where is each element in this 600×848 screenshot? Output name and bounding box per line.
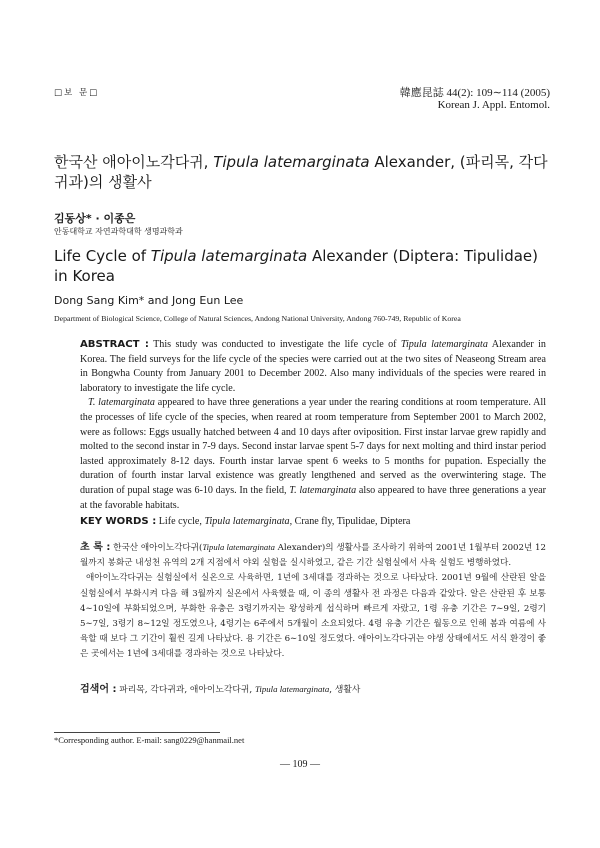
page-number: — 109 — (280, 759, 320, 770)
footnote: *Corresponding author. E-mail: sang0229@hanmail.net (54, 735, 245, 745)
affiliation-english: Department of Biological Science, College of Natural Sciences, Andong National University, Andong 760-749, Republic of Korea (54, 314, 461, 323)
keywords-label: KEY WORDS : (80, 516, 157, 527)
korean-keywords-text: , 생활사 (329, 685, 361, 695)
authors-korean: 김동상* · 이종은 (54, 212, 136, 225)
korean-abstract-text: Alexander)의 생활사를 조사하기 위하여 2001년 1월부터 2002년 12월까지 봉화군 내성천 유역의 2개 지점에서 야외 실험을 실시하였고, 같은 기간 실험실에서 사육 실험도 병행하였다. (80, 543, 546, 569)
abstract-label: ABSTRACT : (80, 339, 149, 350)
korean-abstract-paragraph-1 (80, 540, 546, 571)
abstract-species: T. latemarginata (88, 397, 155, 409)
abstract-paragraph-2 (80, 396, 546, 513)
section-label: □보 문□ (54, 88, 100, 98)
authors-english: Dong Sang Kim* and Jong Eun Lee (54, 294, 244, 307)
korean-keywords-text: 파리목, 각다귀과, 애아이노각다귀, (116, 685, 256, 695)
footnote-divider (54, 732, 220, 733)
abstract-species: Tipula latemarginata (400, 339, 488, 350)
keywords-text: Life cycle, (156, 516, 205, 527)
korean-keywords (80, 680, 546, 695)
title-korean (54, 152, 554, 192)
abstract (80, 338, 546, 513)
keywords-text: Crane fly, Tipulidae, Diptera (292, 516, 411, 527)
keywords-species: Tipula latemarginata, (204, 516, 293, 527)
korean-abstract-species: Tipula latemarginata (202, 542, 275, 552)
korean-abstract (80, 540, 546, 663)
title-english (54, 246, 554, 286)
abstract-text: This study was conducted to investigate the life cycle of (148, 339, 401, 350)
title-korean-species: Tipula latemarginata (213, 153, 370, 171)
abstract-text: Alexander in Korea. The field surveys for the life cycle of the species were carried out at the two sites of Neaseong Stream area in Bongwha County from January 2001 to December 2002. Also many individuals of the species were reared in laboratory to investigate the life cycle. (80, 339, 546, 394)
abstract-text: appeared to have three generations a year under the rearing conditions at room temperature. All the processes of life cycle of the species, when reared at room temperature from September 2001 to March 2002, were as follows: Eggs usually hatched between 4 and 10 days after oviposition. First instar larvae grew rapidly and molted to the second instar in 7-9 days. Second instar larvae spent 5-7 days for next molting and third instar period lasted approximately 8-12 days. Fourth instar larvae spent 6 weeks to 5 months for pupation. Especially the duration of fourth instar larval existence was greatly lengthened and served as the overwintering stage. The duration of pupal stage was 6-10 days. In the field, (80, 397, 547, 496)
korean-keywords-species: Tipula latemarginata (255, 684, 330, 694)
title-english-prefix: Life Cycle of (54, 247, 151, 265)
title-english-species: Tipula latemarginata (150, 247, 308, 265)
korean-abstract-text: 한국산 애아이노각다귀( (110, 543, 203, 553)
title-korean-prefix: 한국산 애아이노각다귀, (54, 153, 214, 171)
title-korean-suffix: Alexander, (파리목, 각다귀과)의 생활사 (54, 153, 548, 191)
abstract-text: also appeared to have three generations a year at the favorable habitats. (80, 484, 546, 511)
journal-citation: 韓應昆誌 44(2): 109∼114 (2005) (399, 87, 550, 99)
korean-keywords-label: 검색어 : (80, 684, 117, 695)
keywords (80, 516, 546, 527)
title-english-suffix: Alexander (Diptera: Tipulidae) in Korea (54, 247, 539, 285)
abstract-paragraph-1 (80, 338, 546, 396)
abstract-species: T. latemarginata (289, 484, 357, 496)
affiliation-korean: 안동대학교 자연과학대학 생명과학과 (54, 227, 183, 236)
korean-abstract-label: 초 록 : (80, 542, 111, 553)
korean-abstract-paragraph-2: 애아이노각다귀는 실험실에서 실온으로 사육하면, 1년에 3세대를 경과하는 것으로 나타났다. 2001년 9월에 산란된 알을 실험실에서 부화시켜 다음 해 3월까지 실온에서 사육했을 때, 이 종의 생활사 전 과정은 다음과 같았다. 알은 산란된 후 보통 4∼10일에 부화되었으며, 부화한 유충은 3령기까지는 왕성하게 섭식하며 빠르게 자랐고, 1령 유충 기간은 7∼9일, 2령기 5∼7일, 3령기 8∼12일 정도였으나, 4령기는 6주에서 5개월이 소요되었다. 4령 유충 기간은 월동으로 인해 봄과 여름에 사육할 때 보다 그 기간이 훨씬 길게 나타났다. 용 기간은 6∼10일 정도였다. 애아이노각다귀는 야생 상태에서도 서식 환경이 좋은 곳에서는 1년에 3세대를 경과하는 것으로 나타났다. (80, 573, 546, 660)
journal-name: Korean J. Appl. Entomol. (437, 99, 550, 111)
